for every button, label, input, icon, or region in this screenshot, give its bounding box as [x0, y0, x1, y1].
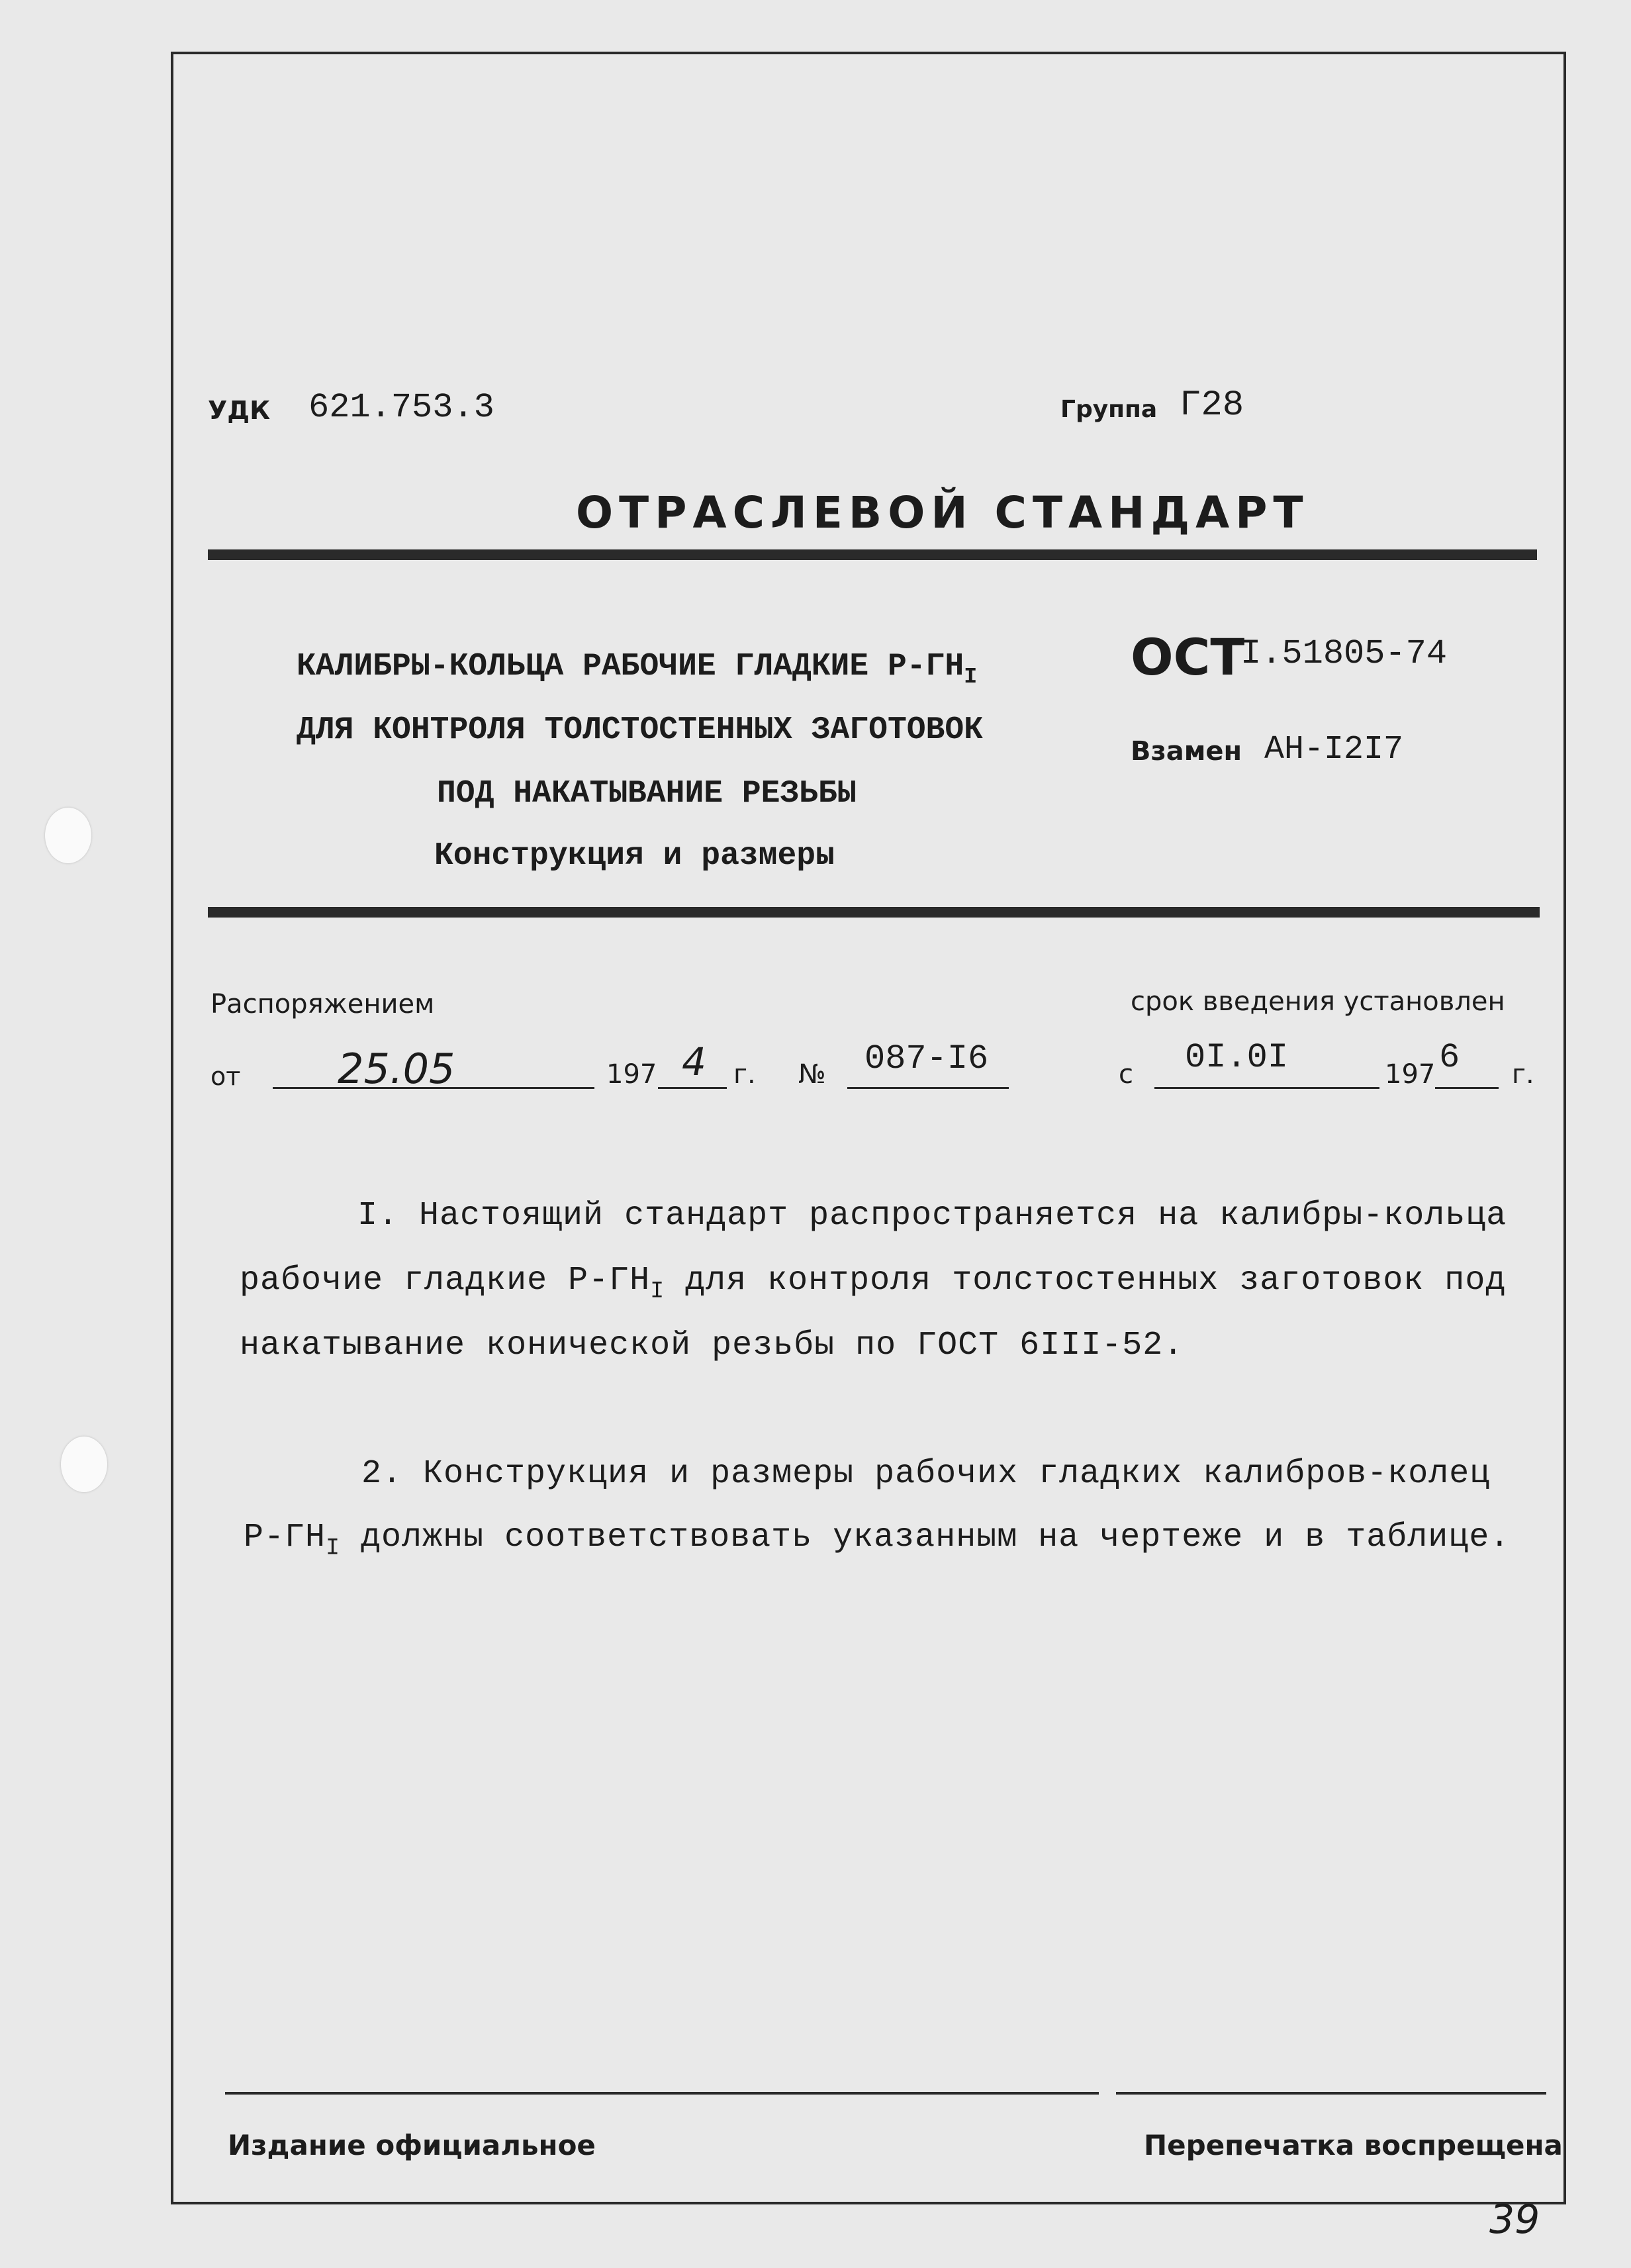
- punch-hole-bottom: [61, 1437, 107, 1492]
- paragraph-2-line-2-b: должны соответствовать указанным на чертеже и в таблице.: [340, 1519, 1511, 1556]
- group-label: Группа: [1060, 396, 1158, 423]
- doc-title-line4: Конструкция и размеры: [434, 838, 835, 874]
- ost-label: ОСТ: [1131, 628, 1245, 686]
- ost-number: I.51805-74: [1240, 634, 1448, 673]
- udk-label: УДК: [208, 396, 271, 425]
- effective-year-prefix: 197: [1385, 1059, 1436, 1090]
- order-number: 087-I6: [864, 1039, 989, 1078]
- page-frame: [171, 52, 1566, 2204]
- order-from-label: от: [210, 1062, 241, 1091]
- paragraph-2-line-1: 2. Конструкция и размеры рабочих гладких калибров-колец: [361, 1455, 1491, 1493]
- page-number: 39: [1489, 2197, 1540, 2243]
- group-value: Г28: [1180, 385, 1244, 426]
- footer-rule-left: [225, 2092, 1099, 2095]
- udk-value: 621.753.3: [308, 388, 494, 427]
- order-date: 25.05: [338, 1045, 455, 1093]
- order-year-digit: 4: [682, 1039, 706, 1084]
- doc-title-line1: [297, 649, 977, 690]
- paragraph-1-line-2-b: для контроля толстостенных заготовок под: [665, 1262, 1507, 1299]
- paragraph-2-line-2-a: Р-ГН: [244, 1519, 326, 1556]
- middle-rule: [208, 907, 1540, 918]
- paragraph-1-line-1: I. Настоящий стандарт распространяется на калибры-кольца: [357, 1197, 1507, 1235]
- paragraph-1-line-3: накатывание конической резьбы по ГОСТ 6III-52.: [240, 1327, 1184, 1364]
- footer-reprint-prohibited: Перепечатка воспрещена: [1144, 2129, 1563, 2161]
- effective-year-digit: 6: [1439, 1038, 1460, 1077]
- paragraph-1-line-2-sub: I: [650, 1278, 665, 1305]
- effective-date: 0I.0I: [1185, 1038, 1289, 1077]
- order-number-label: №: [798, 1059, 826, 1090]
- paragraph-1-line-2: [240, 1262, 1506, 1304]
- order-year-suffix: г.: [733, 1059, 756, 1090]
- order-year-prefix: 197: [606, 1059, 657, 1090]
- effective-from-label: с: [1119, 1059, 1133, 1090]
- doc-title-line1-sub: I: [964, 664, 978, 690]
- paragraph-1-line-2-a: рабочие гладкие Р-ГН: [240, 1262, 651, 1299]
- replaces-label: Взамен: [1131, 736, 1242, 767]
- order-label: Распоряжением: [210, 989, 435, 1019]
- top-rule: [208, 549, 1537, 560]
- effective-label: срок введения установлен: [1131, 986, 1505, 1017]
- standard-title: ОТРАСЛЕВОЙ СТАНДАРТ: [576, 487, 1309, 538]
- footer-official-edition: Издание официальное: [228, 2129, 596, 2161]
- effective-year-suffix: г.: [1512, 1059, 1534, 1090]
- punch-hole-top: [45, 808, 91, 863]
- doc-title-line1-text: КАЛИБРЫ-КОЛЬЦА РАБОЧИЕ ГЛАДКИЕ Р-ГН: [297, 649, 964, 685]
- replaces-value: АН-I2I7: [1264, 731, 1404, 769]
- doc-title-line2: ДЛЯ КОНТРОЛЯ ТОЛСТОСТЕННЫХ ЗАГОТОВОК: [297, 712, 983, 748]
- paragraph-2-line-2-sub: I: [326, 1535, 341, 1562]
- paragraph-2-line-2: [244, 1519, 1510, 1561]
- footer-rule-right: [1116, 2092, 1546, 2095]
- doc-title-line3: ПОД НАКАТЫВАНИЕ РЕЗЬБЫ: [437, 776, 857, 812]
